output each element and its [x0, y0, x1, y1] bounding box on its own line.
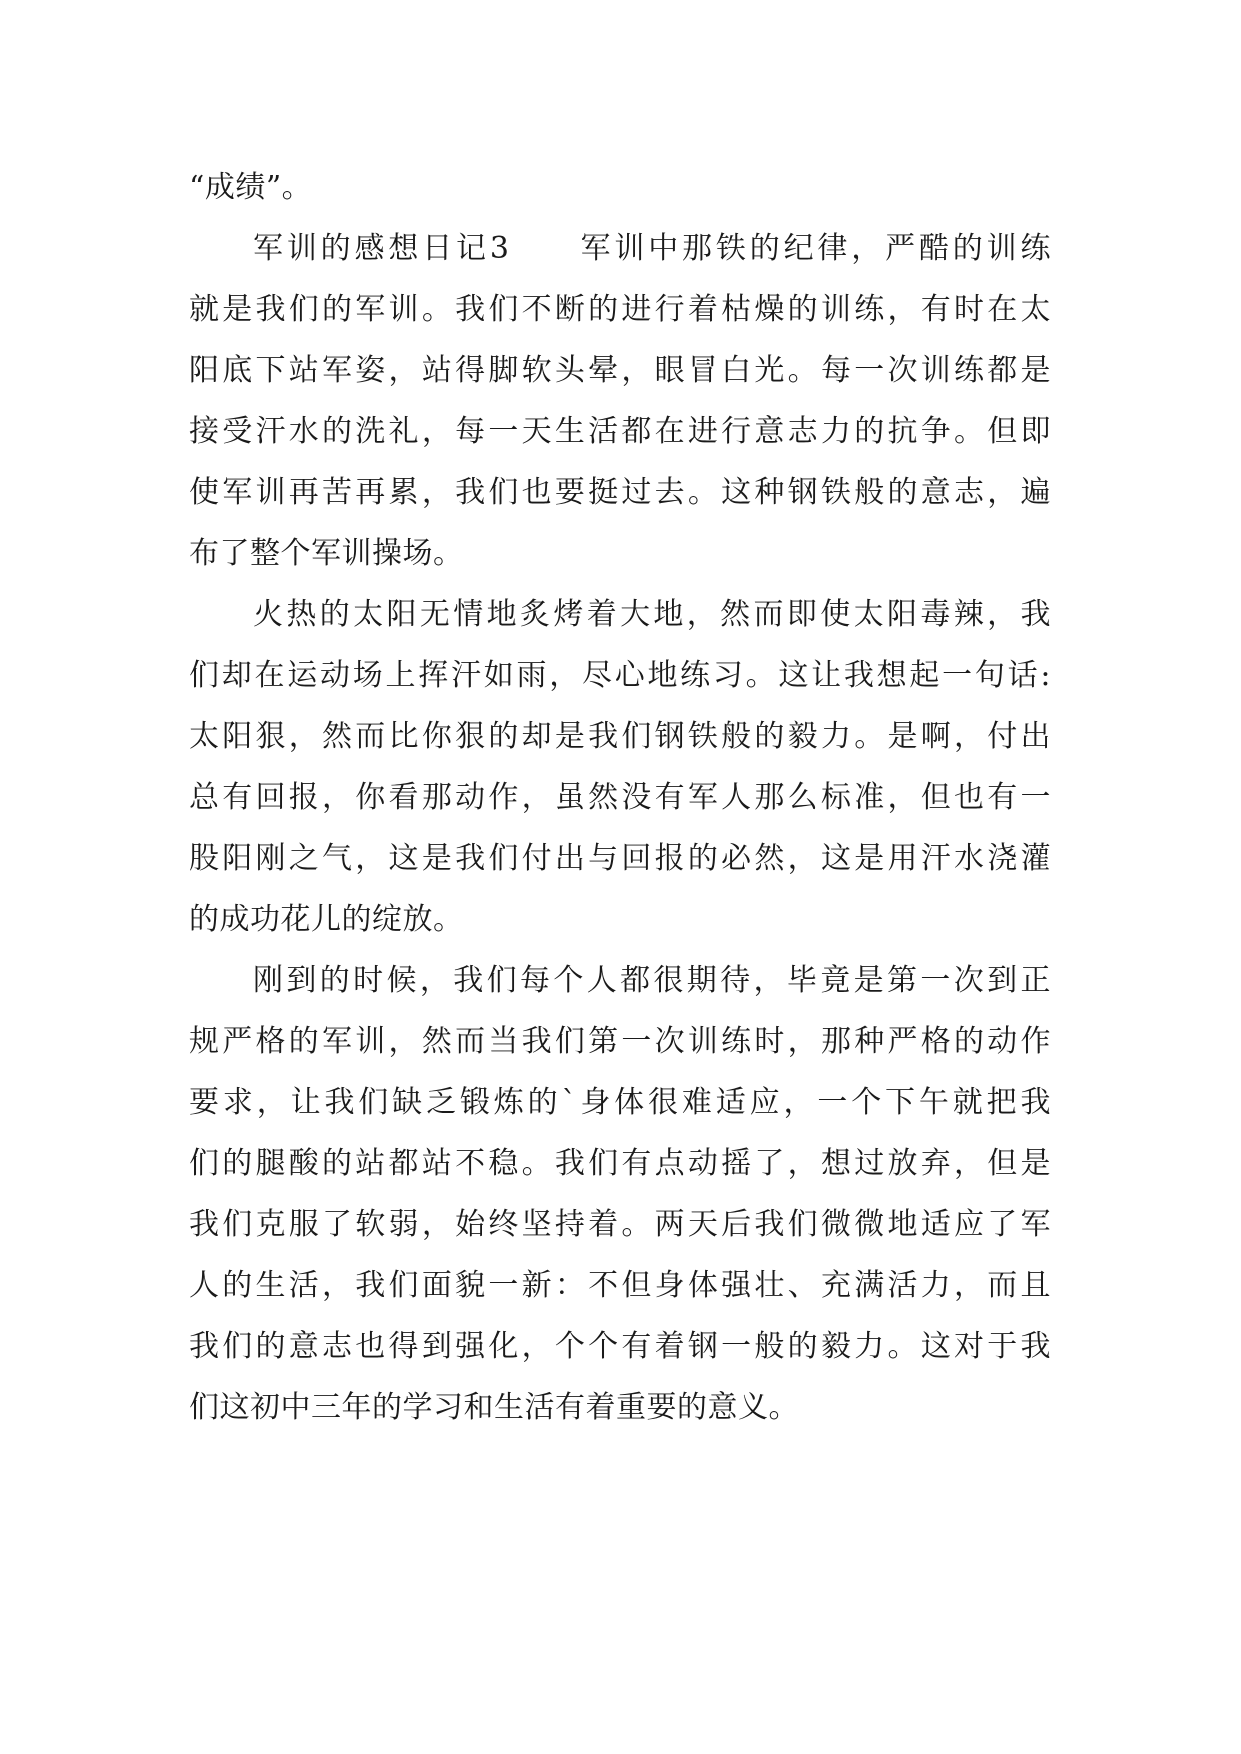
- text-line: 总有回报，你看那动作，虽然没有军人那么标准，但也有一: [189, 780, 1051, 815]
- text-line: 火热的太阳无情地炙烤着大地，然而即使太阳毒辣，我: [253, 597, 1051, 632]
- paragraph: [189, 157, 1051, 218]
- text-line: 我们克服了软弱，始终坚持着。两天后我们微微地适应了军: [189, 1207, 1051, 1242]
- text-line: 我们的意志也得到强化，个个有着钢一般的毅力。这对于我: [189, 1329, 1051, 1364]
- text-line: 使军训再苦再累，我们也要挺过去。这种钢铁般的意志，遍: [189, 475, 1051, 510]
- text-line: 要求，让我们缺乏锻炼的`身体很难适应，一个下午就把我: [189, 1085, 1051, 1120]
- text-line: 们这初中三年的学习和生活有着重要的意义。: [189, 1390, 799, 1425]
- text-line: 们的腿酸的站都站不稳。我们有点动摇了，想过放弃，但是: [189, 1146, 1051, 1181]
- text-line: 规严格的军训，然而当我们第一次训练时，那种严格的动作: [189, 1024, 1051, 1059]
- paragraph: [189, 218, 1051, 584]
- paragraph: [189, 584, 1051, 950]
- paragraph: [189, 950, 1051, 1438]
- text-line: 们却在运动场上挥汗如雨，尽心地练习。这让我想起一句话:: [189, 658, 1051, 693]
- text-line: 布了整个军训操场。: [189, 536, 464, 571]
- text-line: 人的生活，我们面貌一新：不但身体强壮、充满活力，而且: [189, 1268, 1051, 1303]
- text-line: 军训的感想日记3 军训中那铁的纪律，严酷的训练: [253, 231, 1051, 266]
- text-line: 的成功花儿的绽放。: [189, 902, 464, 937]
- text-line: 阳底下站军姿，站得脚软头晕，眼冒白光。每一次训练都是: [189, 353, 1051, 388]
- document-body: [189, 157, 1051, 1438]
- text-line: 刚到的时候，我们每个人都很期待，毕竟是第一次到正: [253, 963, 1051, 998]
- text-line: 股阳刚之气，这是我们付出与回报的必然，这是用汗水浇灌: [189, 841, 1051, 876]
- text-line: “成绩”。: [189, 170, 313, 205]
- text-line: 接受汗水的洗礼，每一天生活都在进行意志力的抗争。但即: [189, 414, 1051, 449]
- text-line: 太阳狠，然而比你狠的却是我们钢铁般的毅力。是啊，付出: [189, 719, 1051, 754]
- text-line: 就是我们的军训。我们不断的进行着枯燥的训练，有时在太: [189, 292, 1051, 327]
